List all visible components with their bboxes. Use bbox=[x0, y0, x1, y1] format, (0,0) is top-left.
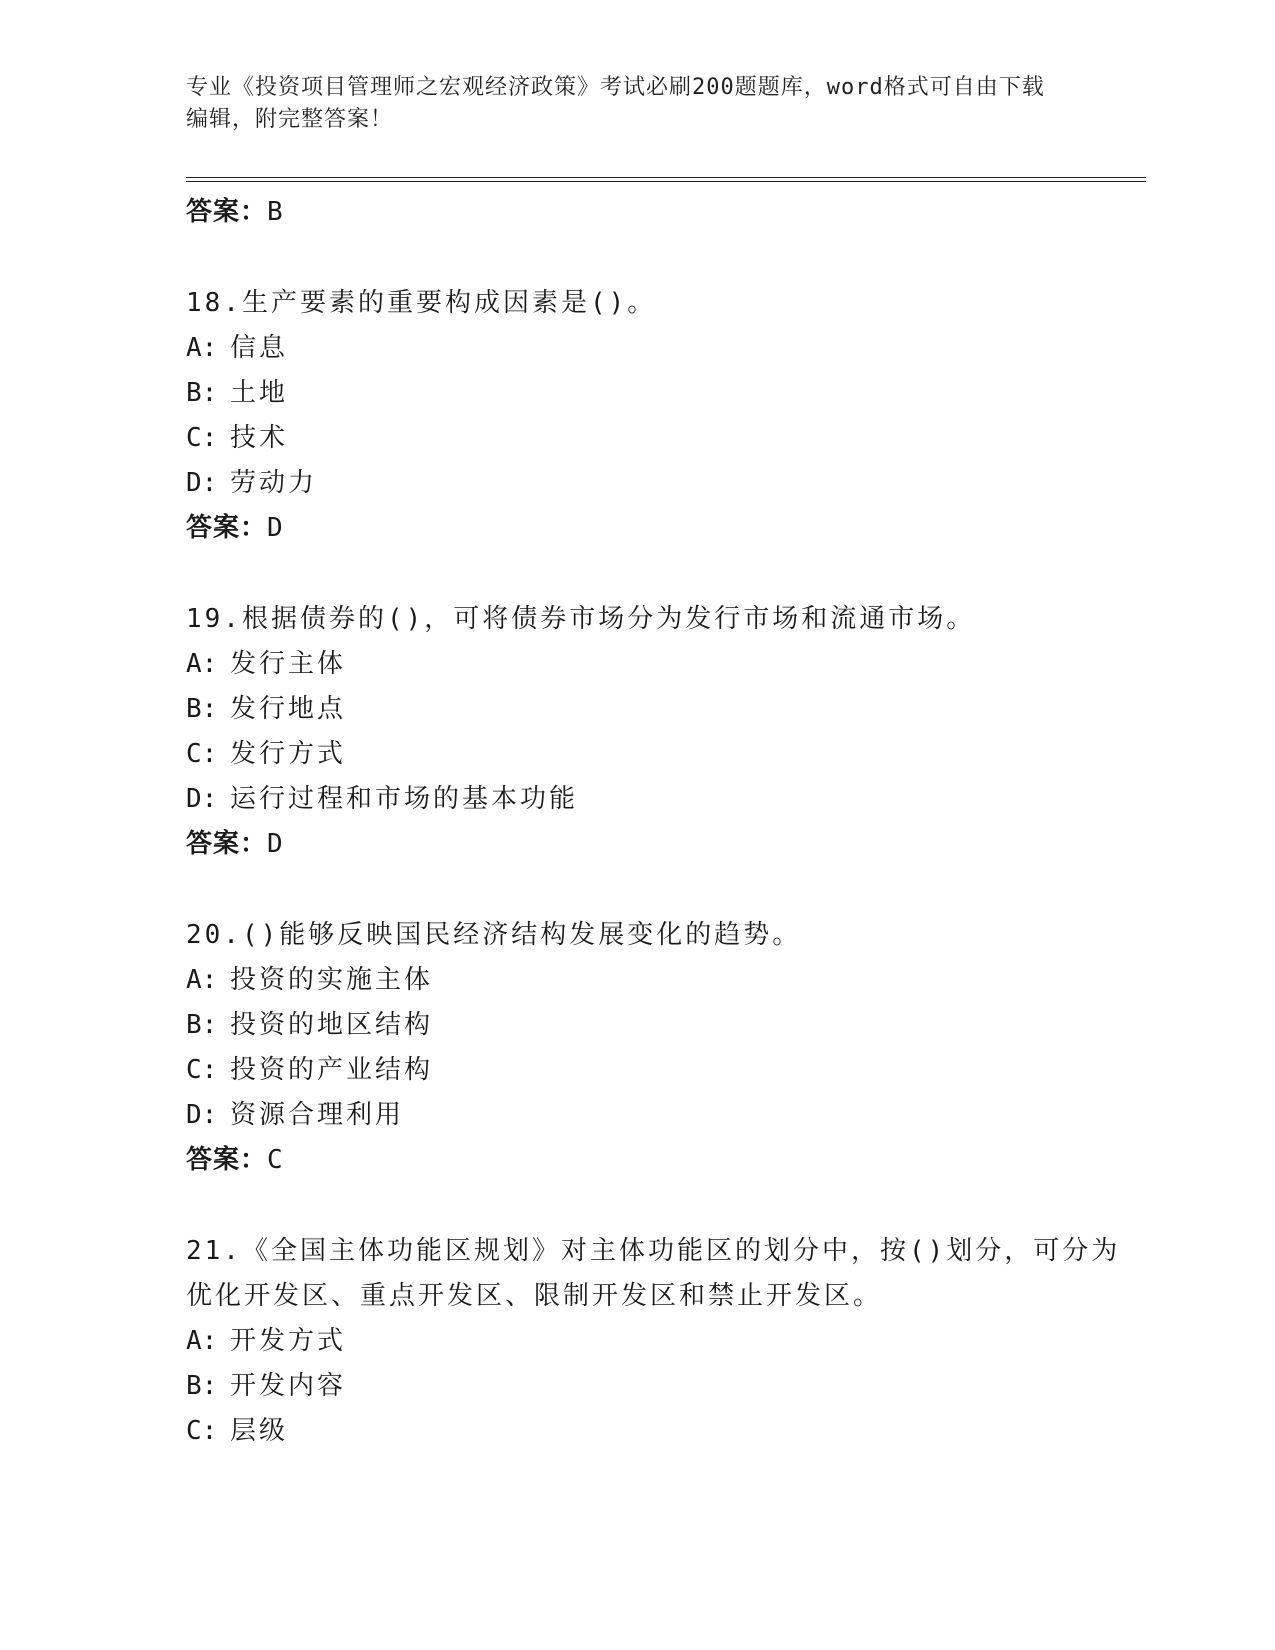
option-b bbox=[186, 687, 1146, 732]
answer-value: D bbox=[267, 513, 284, 543]
page-header: 专业《投资项目管理师之宏观经济政策》考试必刷200题题库，word格式可自由下载编辑，附完整答案！ bbox=[186, 75, 1045, 132]
option-key: A: bbox=[186, 1326, 218, 1356]
option-c bbox=[186, 1409, 1146, 1454]
option-text: 发行地点 bbox=[230, 694, 347, 724]
answer-label: 答案： bbox=[186, 513, 268, 543]
option-key: C: bbox=[186, 423, 218, 453]
option-d bbox=[186, 777, 1146, 822]
option-text: 投资的地区结构 bbox=[230, 1010, 434, 1040]
option-text: 层级 bbox=[230, 1416, 289, 1446]
option-c bbox=[186, 732, 1146, 777]
answer-value: D bbox=[267, 829, 284, 859]
answer-label: 答案： bbox=[186, 1145, 268, 1175]
option-text: 信息 bbox=[230, 333, 289, 363]
option-text: 资源合理利用 bbox=[230, 1100, 405, 1130]
option-b bbox=[186, 1003, 1146, 1048]
option-a bbox=[186, 1319, 1146, 1364]
option-text: 技术 bbox=[230, 423, 289, 453]
option-a bbox=[186, 642, 1146, 687]
option-key: B: bbox=[186, 1371, 218, 1401]
header-double-rule bbox=[186, 177, 1146, 182]
question-stem: 18.生产要素的重要构成因素是()。 bbox=[186, 288, 657, 318]
option-key: A: bbox=[186, 965, 218, 995]
question-20 bbox=[186, 913, 1146, 1183]
option-d bbox=[186, 461, 1146, 506]
answer-line bbox=[186, 822, 1146, 867]
option-key: B: bbox=[186, 1010, 218, 1040]
option-text: 投资的产业结构 bbox=[230, 1055, 434, 1085]
question-18 bbox=[186, 281, 1146, 551]
option-text: 劳动力 bbox=[230, 468, 318, 498]
question-21 bbox=[186, 1229, 1146, 1454]
option-key: B: bbox=[186, 694, 218, 724]
option-a bbox=[186, 326, 1146, 371]
question-stem: 19.根据债券的()，可将债券市场分为发行市场和流通市场。 bbox=[186, 604, 976, 634]
option-key: C: bbox=[186, 739, 218, 769]
option-text: 开发方式 bbox=[230, 1326, 347, 1356]
option-d bbox=[186, 1093, 1146, 1138]
answer-line bbox=[186, 190, 1146, 235]
question-stem: 20.()能够反映国民经济结构发展变化的趋势。 bbox=[186, 920, 802, 950]
document-page bbox=[186, 0, 1146, 1650]
answer-value: C bbox=[267, 1145, 284, 1175]
option-text: 运行过程和市场的基本功能 bbox=[230, 784, 579, 814]
option-text: 发行方式 bbox=[230, 739, 347, 769]
option-key: C: bbox=[186, 1416, 218, 1446]
option-key: C: bbox=[186, 1055, 218, 1085]
option-key: D: bbox=[186, 784, 218, 814]
option-b bbox=[186, 1364, 1146, 1409]
option-a bbox=[186, 958, 1146, 1003]
question-19 bbox=[186, 597, 1146, 867]
option-text: 土地 bbox=[230, 378, 289, 408]
answer-value: B bbox=[267, 197, 284, 227]
option-key: A: bbox=[186, 649, 218, 679]
option-text: 投资的实施主体 bbox=[230, 965, 434, 995]
option-key: D: bbox=[186, 468, 218, 498]
answer-label: 答案： bbox=[186, 197, 268, 227]
answer-line bbox=[186, 506, 1146, 551]
option-b bbox=[186, 371, 1146, 416]
option-key: A: bbox=[186, 333, 218, 363]
option-text: 发行主体 bbox=[230, 649, 347, 679]
option-c bbox=[186, 416, 1146, 461]
option-key: D: bbox=[186, 1100, 218, 1130]
document-content bbox=[186, 190, 1146, 1454]
option-key: B: bbox=[186, 378, 218, 408]
question-stem: 21.《全国主体功能区规划》对主体功能区的划分中，按()划分，可分为优化开发区、重点开发区、限制开发区和禁止开发区。 bbox=[186, 1236, 1121, 1311]
answer-label: 答案： bbox=[186, 829, 268, 859]
option-c bbox=[186, 1048, 1146, 1093]
answer-line bbox=[186, 1138, 1146, 1183]
option-text: 开发内容 bbox=[230, 1371, 347, 1401]
